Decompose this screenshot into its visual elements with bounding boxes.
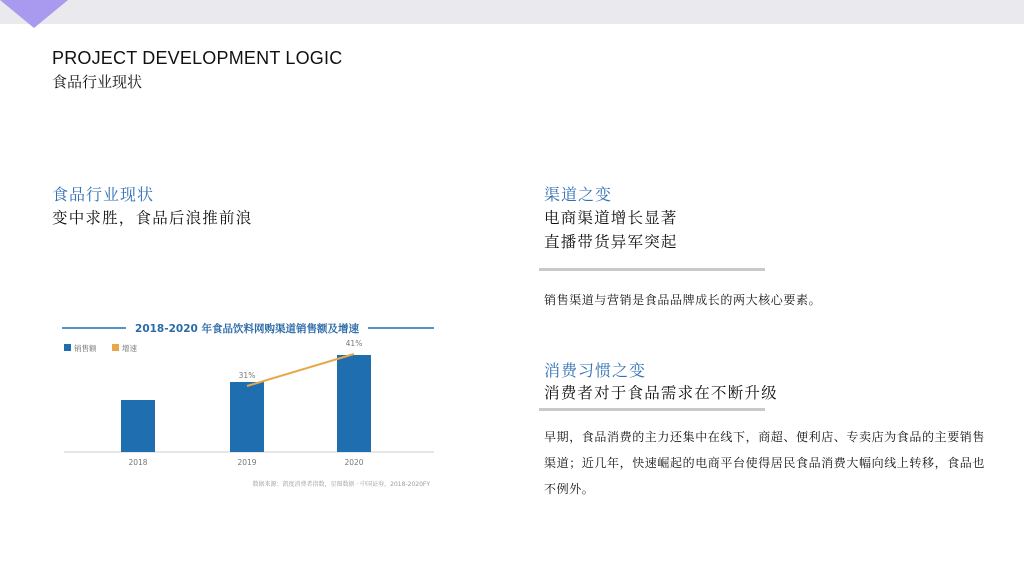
page-subtitle: 食品行业现状 xyxy=(52,73,143,91)
legend-swatch-growth xyxy=(112,344,119,351)
sales-chart-svg xyxy=(58,318,438,493)
legend-label-growth: 增速 xyxy=(122,344,137,353)
x-tick-2018: 2018 xyxy=(128,458,148,467)
habit-paragraph: 早期，食品消费的主力还集中在线下，商超、便利店、专卖店为食品的主要销售渠道；近几年，快速崛起的电商平台使得居民食品消费大幅向线上转移，食品也不例外。 xyxy=(544,430,986,496)
divider-top xyxy=(539,268,765,271)
bar-2018 xyxy=(121,400,155,452)
left-line-1: 变中求胜，食品后浪推前浪 xyxy=(52,209,253,227)
chart-title: 2018-2020 年食品饮料网购渠道销售额及增速 xyxy=(135,323,359,335)
bar-2019 xyxy=(230,382,264,452)
divider-bottom xyxy=(539,408,765,411)
chart-source: 数据来源：凯度消费者指数，星图数据 · 中国证券，2018-2020FY xyxy=(252,481,430,488)
bar-2020 xyxy=(337,355,371,452)
habit-heading: 消费习惯之变 xyxy=(544,361,647,380)
legend-swatch-sales xyxy=(64,344,71,351)
legend-label-sales: 销售额 xyxy=(74,344,97,353)
corner-accent xyxy=(0,0,68,28)
page-title: PROJECT DEVELOPMENT LOGIC xyxy=(52,48,343,68)
channel-note: 销售渠道与营销是食品品牌成长的两大核心要素。 xyxy=(544,293,822,307)
growth-label-2020: 41% xyxy=(345,339,363,348)
x-tick-2019: 2019 xyxy=(237,458,257,467)
growth-label-2019: 31% xyxy=(238,371,256,380)
channel-line-1: 电商渠道增长显著 xyxy=(544,209,678,227)
channel-heading: 渠道之变 xyxy=(544,185,613,204)
sales-chart xyxy=(58,318,438,493)
habit-line-1: 消费者对于食品需求在不断升级 xyxy=(544,384,778,402)
top-bar xyxy=(0,0,1024,24)
left-heading: 食品行业现状 xyxy=(52,185,155,204)
x-tick-2020: 2020 xyxy=(344,458,364,467)
channel-line-2: 直播带货异军突起 xyxy=(544,233,678,251)
